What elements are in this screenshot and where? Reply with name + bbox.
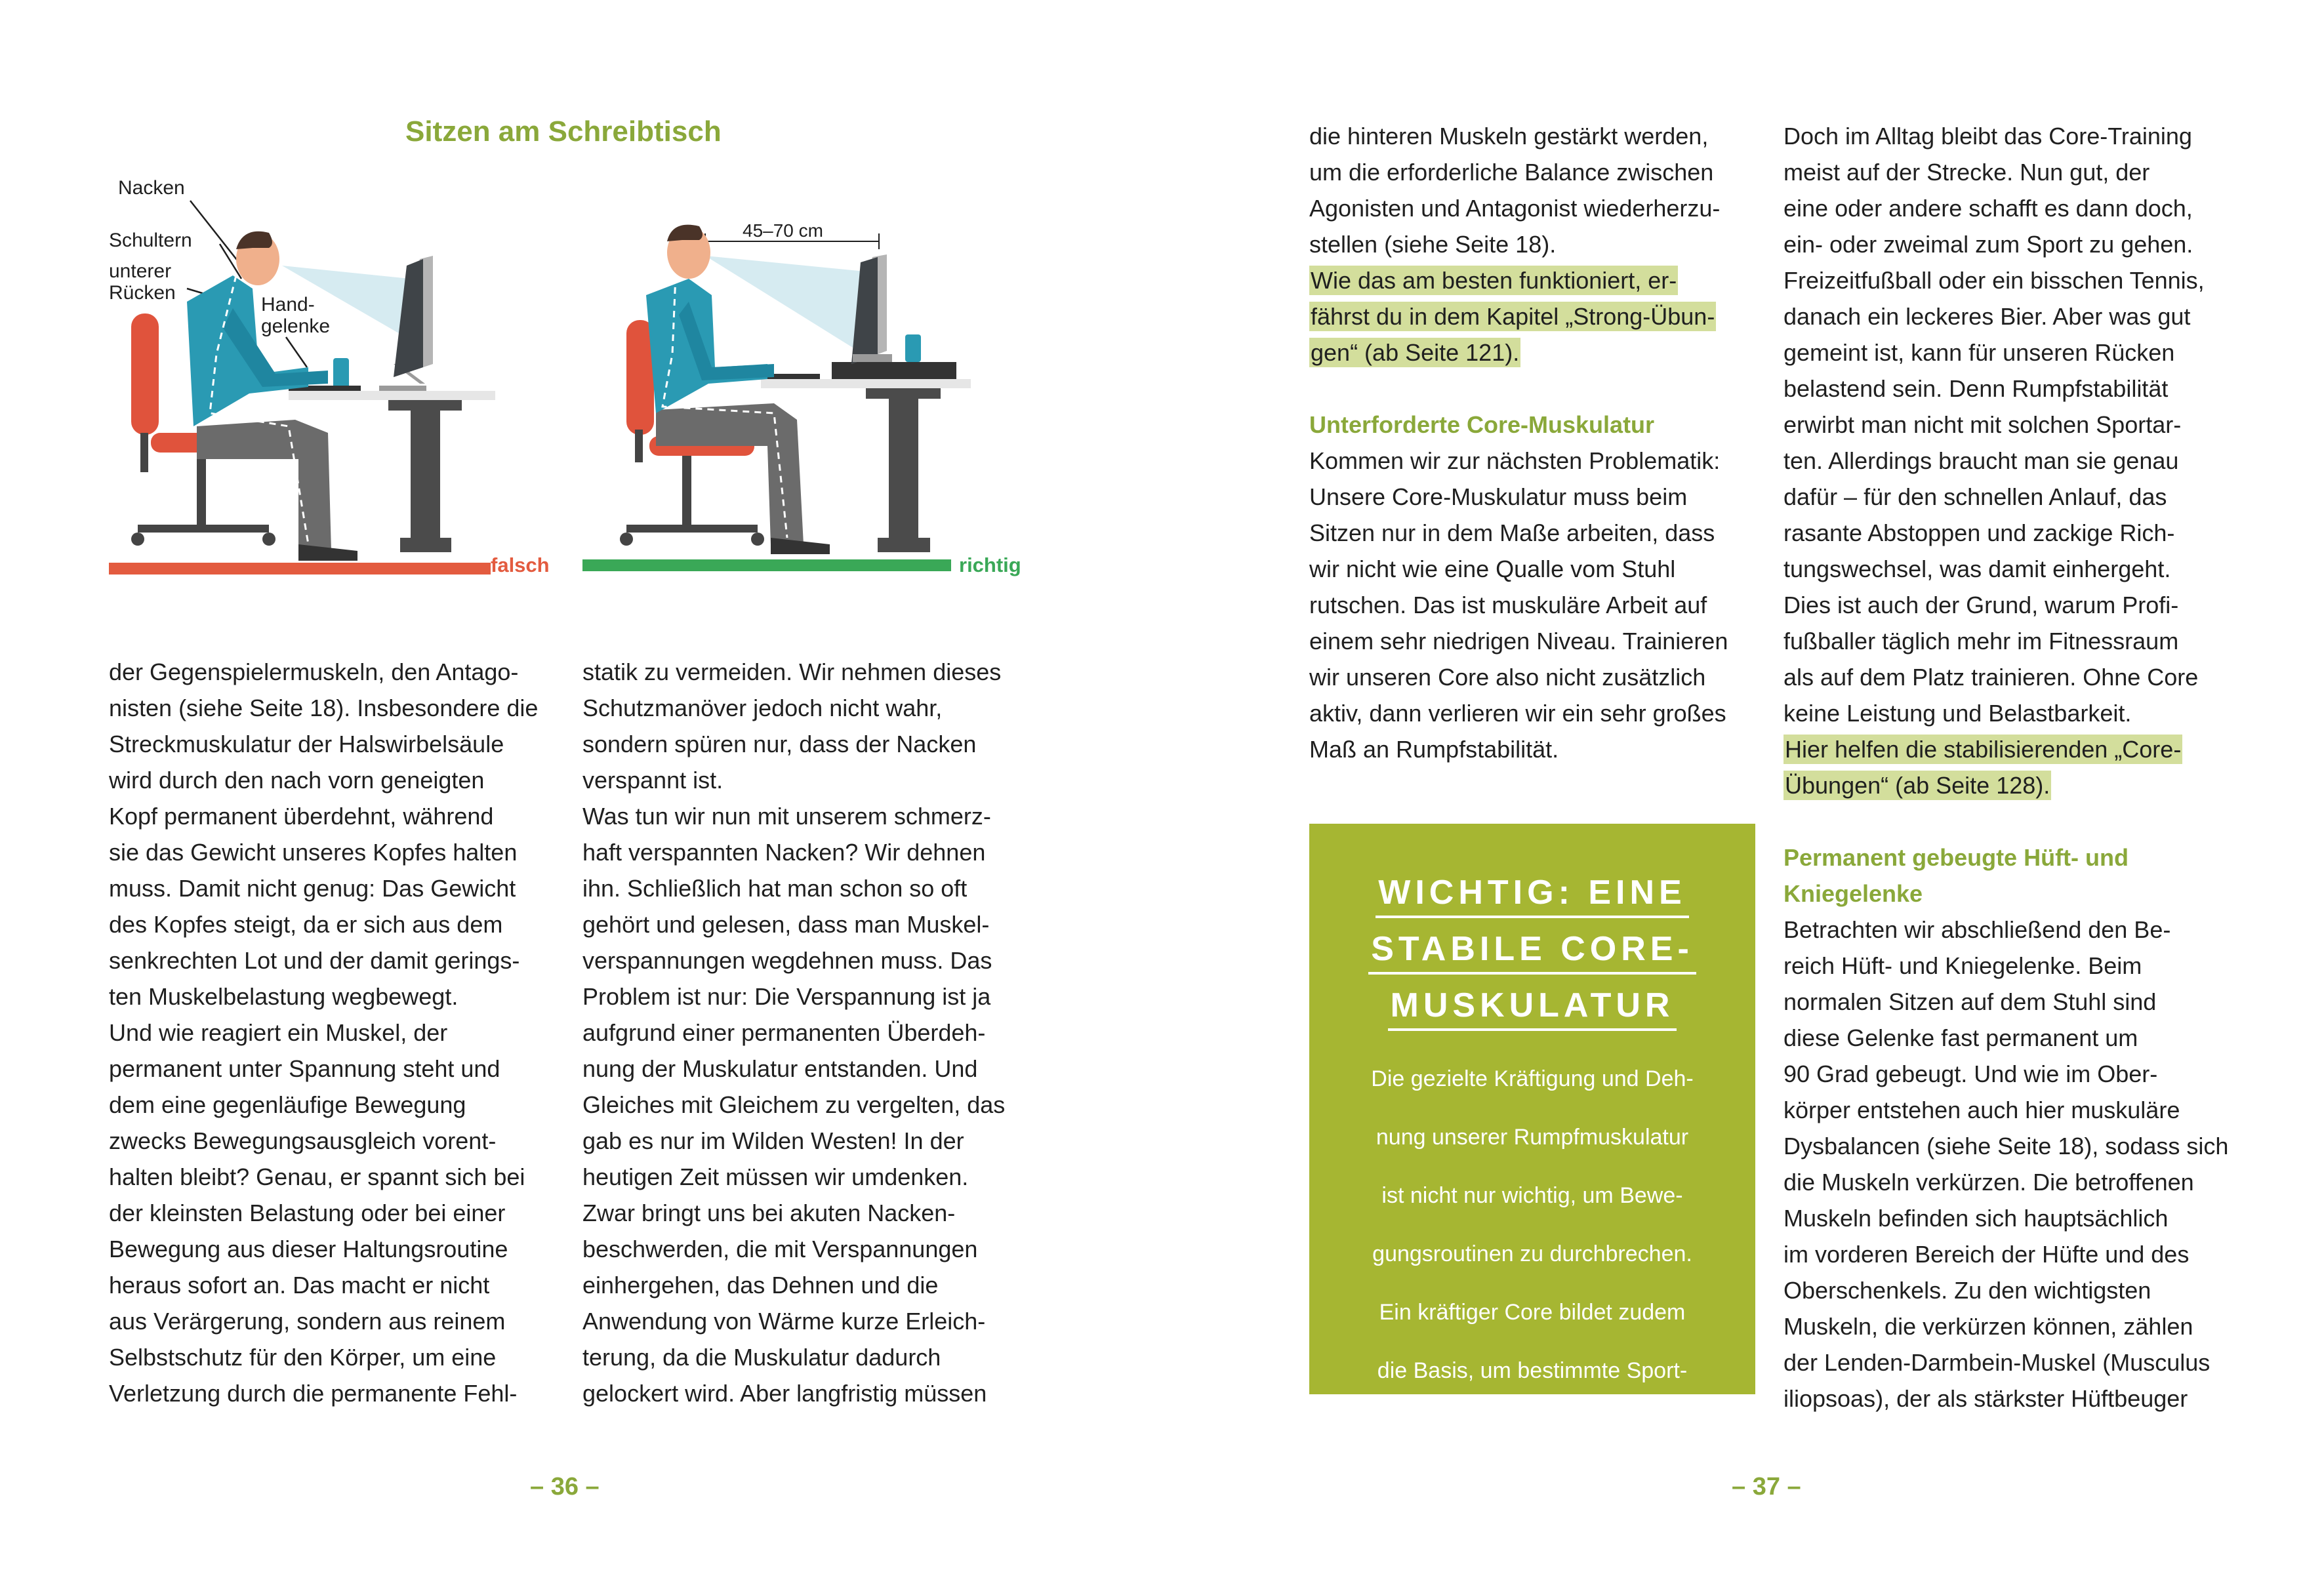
text-line: 90 Grad gebeugt. Und wie im Ober-: [1784, 1060, 2158, 1087]
highlight-line: [1309, 334, 1728, 371]
highlight-line: [1784, 767, 2228, 803]
text-line: Und wie reagiert ein Muskel, der: [109, 1019, 448, 1046]
text-line: danach ein leckeres Bier. Aber was gut: [1784, 303, 2191, 330]
info-box-line: Ein kräftiger Core bildet zudem: [1379, 1300, 1686, 1325]
text-line: Freizeitfußball oder ein bisschen Tennis,: [1784, 267, 2205, 294]
label-schultern: Schultern: [109, 230, 192, 251]
text-line: diese Gelenke fast permanent um: [1784, 1024, 2138, 1051]
text-line: die Muskeln verkürzen. Die betroffenen: [1784, 1169, 2194, 1196]
label-ruecken-2: Rücken: [109, 282, 176, 304]
info-box-line: Die gezielte Kräftigung und Deh-: [1371, 1066, 1694, 1091]
page36-column-2: [582, 654, 1005, 1411]
text-line: gab es nur im Wilden Westen! In der: [582, 1127, 964, 1154]
info-box-line: arten gesunderhaltend ausführen: [1368, 1417, 1697, 1441]
text-line: senkrechten Lot und der damit gerings-: [109, 947, 520, 974]
text-line: stellen (siehe Seite 18).: [1309, 231, 1557, 258]
text-line: Doch im Alltag bleibt das Core-Training: [1784, 123, 2192, 150]
text-line: Verletzung durch die permanente Fehl-: [109, 1380, 518, 1407]
text-line: haft verspannten Nacken? Wir dehnen: [582, 839, 986, 866]
text-line: zwecks Bewegungsausgleich vorent-: [109, 1127, 497, 1154]
text-line: ihn. Schließlich hat man schon so oft: [582, 875, 968, 902]
highlight-text: Wie das am besten funktioniert, er-: [1311, 267, 1677, 294]
highlight-line: [1784, 731, 2228, 767]
text-line: um die erforderliche Balance zwischen: [1309, 159, 1714, 186]
text-line: rutschen. Das ist muskuläre Arbeit auf: [1309, 592, 1707, 618]
text-line: Dies ist auch der Grund, warum Profi-: [1784, 592, 2179, 618]
text-line: muss. Damit nicht genug: Das Gewicht: [109, 875, 516, 902]
info-box-body: [1309, 1061, 1755, 1506]
text-line: im vorderen Bereich der Hüfte und des: [1784, 1241, 2190, 1268]
text-line: keine Leistung und Belastbarkeit.: [1784, 700, 2132, 727]
label-falsch: falsch: [491, 554, 550, 576]
text-line: als auf dem Platz trainieren. Ohne Core: [1784, 664, 2199, 691]
label-nacken: Nacken: [118, 177, 185, 199]
info-box-line: nung unserer Rumpfmuskulatur: [1376, 1125, 1689, 1150]
text-line: der Lenden-Darmbein-Muskel (Musculus: [1784, 1349, 2211, 1376]
text-line: Betrachten wir abschließend den Be-: [1784, 916, 2171, 943]
page-number-37: – 37 –: [1732, 1473, 1801, 1501]
page36-column-1: [109, 654, 538, 1411]
text-line: Oberschenkels. Zu den wichtigsten: [1784, 1277, 2151, 1304]
text-line: dem eine gegenläufige Bewegung: [109, 1091, 466, 1118]
info-box-title: [1309, 870, 1755, 1039]
text-line: gemeint ist, kann für unseren Rücken: [1784, 339, 2175, 366]
text-line: halten bleibt? Genau, er spannt sich bei: [109, 1163, 525, 1190]
info-box-line: ist nicht nur wichtig, um Bewe-: [1381, 1183, 1683, 1208]
highlight-text: gen“ (ab Seite 121).: [1311, 339, 1520, 366]
text-line: einhergehen, das Dehnen und die: [582, 1272, 939, 1299]
text-line: fußballer täglich mehr im Fitnessraum: [1784, 628, 2179, 655]
text-line: Bewegung aus dieser Haltungsroutine: [109, 1236, 508, 1262]
desk-posture-illustration: [98, 177, 1050, 584]
info-box-title-line: STABILE CORE-: [1368, 926, 1696, 975]
info-box-line: gungsroutinen zu durchbrechen.: [1372, 1241, 1692, 1266]
text-line: iliopsoas), der als stärkster Hüftbeuger: [1784, 1385, 2188, 1412]
text-line: wir nicht wie eine Qualle vom Stuhl: [1309, 555, 1676, 582]
text-line: nung der Muskulatur entstanden. Und: [582, 1055, 978, 1082]
spacer: [1309, 371, 1728, 407]
highlight-text: fährst du in dem Kapitel „Strong-Übun-: [1311, 303, 1715, 330]
text-line: erwirbt man nicht mit solchen Sportar-: [1784, 411, 2182, 438]
text-line: Was tun wir nun mit unserem schmerz-: [582, 803, 991, 830]
text-line: Gleiches mit Gleichem zu vergelten, das: [582, 1091, 1006, 1118]
text-line: ein- oder zweimal zum Sport zu gehen.: [1784, 231, 2193, 258]
text-line: Dysbalancen (siehe Seite 18), sodass sich: [1784, 1133, 2229, 1159]
highlight-text: Übungen“ (ab Seite 128).: [1785, 772, 2050, 799]
text-line: nisten (siehe Seite 18). Insbesondere die: [109, 695, 539, 721]
text-line: verspannt ist.: [582, 767, 724, 794]
distance-label: 45–70 cm: [743, 220, 823, 241]
text-line: sie das Gewicht unseres Kopfes halten: [109, 839, 518, 866]
text-line: statik zu vermeiden. Wir nehmen dieses: [582, 658, 1002, 685]
text-line: Problem ist nur: Die Verspannung ist ja: [582, 983, 991, 1010]
text-line: belastend sein. Denn Rumpfstabilität: [1784, 375, 2169, 402]
text-line: der Gegenspielermuskeln, den Antago-: [109, 658, 519, 685]
info-box: [1309, 824, 1755, 1500]
text-line: heutigen Zeit müssen wir umdenken.: [582, 1163, 969, 1190]
highlight-line: [1309, 262, 1728, 298]
label-hand-2: gelenke: [261, 315, 331, 337]
spacer: [1784, 803, 2228, 839]
text-line: aus Verärgerung, sondern aus reinem: [109, 1308, 506, 1335]
text-line: terung, da die Muskulatur dadurch: [582, 1344, 941, 1371]
text-line: aktiv, dann verlieren wir ein sehr großes: [1309, 700, 1726, 727]
page-number-36: – 36 –: [530, 1473, 600, 1501]
text-line: die hinteren Muskeln gestärkt werden,: [1309, 123, 1709, 150]
text-line: aufgrund einer permanenten Überdeh-: [582, 1019, 986, 1046]
highlight-text: Hier helfen die stabilisierenden „Core-: [1785, 736, 2182, 763]
info-box-line: die Basis, um bestimmte Sport-: [1377, 1358, 1688, 1383]
text-line: Muskeln, die verkürzen können, zählen: [1784, 1313, 2193, 1340]
label-hand-1: Hand-: [261, 294, 315, 315]
text-line: beschwerden, die mit Verspannungen: [582, 1236, 978, 1262]
text-line: Zwar bringt uns bei akuten Nacken-: [582, 1199, 956, 1226]
text-line: Agonisten und Antagonist wiederherzu-: [1309, 195, 1721, 222]
info-box-title-line: WICHTIG: EINE: [1376, 870, 1688, 918]
label-ruecken-1: unterer: [109, 260, 172, 282]
text-line: Streckmuskulatur der Halswirbelsäule: [109, 731, 504, 757]
text-line: Selbstschutz für den Körper, um eine: [109, 1344, 497, 1371]
text-line: wird durch den nach vorn geneigten: [109, 767, 485, 794]
correct-posture-figure: [582, 225, 971, 571]
text-line: des Kopfes steigt, da er sich aus dem: [109, 911, 503, 938]
page37-column-1: [1309, 118, 1728, 767]
page37-column-2: [1784, 118, 2228, 1417]
text-line: wir unseren Core also nicht zusätzlich: [1309, 664, 1706, 691]
highlight-line: [1309, 298, 1728, 334]
text-line: der kleinsten Belastung oder bei einer: [109, 1199, 506, 1226]
section-heading: Permanent gebeugte Hüft- und: [1784, 844, 2129, 871]
text-line: Anwendung von Wärme kurze Erleich-: [582, 1308, 986, 1335]
text-line: Maß an Rumpfstabilität.: [1309, 736, 1559, 763]
text-line: dafür – für den schnellen Anlauf, das: [1784, 483, 2167, 510]
info-box-title-line: MUSKULATUR: [1388, 982, 1677, 1031]
wrong-posture-figure: [109, 232, 495, 574]
text-line: reich Hüft- und Kniegelenke. Beim: [1784, 952, 2142, 979]
text-line: körper entstehen auch hier muskuläre: [1784, 1097, 2180, 1123]
text-line: meist auf der Strecke. Nun gut, der: [1784, 159, 2150, 186]
label-richtig: richtig: [959, 554, 1021, 576]
text-line: normalen Sitzen auf dem Stuhl sind: [1784, 988, 2157, 1015]
text-line: gehört und gelesen, dass man Muskel-: [582, 911, 990, 938]
text-line: ten Muskelbelastung wegbewegt.: [109, 983, 459, 1010]
text-line: gelockert wird. Aber langfristig müssen: [582, 1380, 987, 1407]
section-heading: Unterforderte Core-Muskulatur: [1309, 411, 1655, 438]
text-line: Muskeln befinden sich hauptsächlich: [1784, 1205, 2169, 1232]
text-line: tungswechsel, was damit einhergeht.: [1784, 555, 2171, 582]
text-line: Sitzen nur in dem Maße arbeiten, dass: [1309, 519, 1715, 546]
text-line: heraus sofort an. Das macht er nicht: [109, 1272, 490, 1299]
figure-title: Sitzen am Schreibtisch: [405, 115, 722, 148]
text-line: Kopf permanent überdehnt, während: [109, 803, 494, 830]
section-heading: Kniegelenke: [1784, 880, 1923, 907]
text-line: rasante Abstoppen und zackige Rich-: [1784, 519, 2175, 546]
text-line: sondern spüren nur, dass der Nacken: [582, 731, 977, 757]
text-line: Schutzmanöver jedoch nicht wahr,: [582, 695, 943, 721]
text-line: permanent unter Spannung steht und: [109, 1055, 500, 1082]
info-box-line: zu können.: [1477, 1475, 1587, 1500]
text-line: verspannungen wegdehnen muss. Das: [582, 947, 992, 974]
text-line: ten. Allerdings braucht man sie genau: [1784, 447, 2179, 474]
text-line: eine oder andere schafft es dann doch,: [1784, 195, 2193, 222]
text-line: Kommen wir zur nächsten Problematik:: [1309, 447, 1721, 474]
text-line: einem sehr niedrigen Niveau. Trainieren: [1309, 628, 1728, 655]
text-line: Unsere Core-Muskulatur muss beim: [1309, 483, 1688, 510]
